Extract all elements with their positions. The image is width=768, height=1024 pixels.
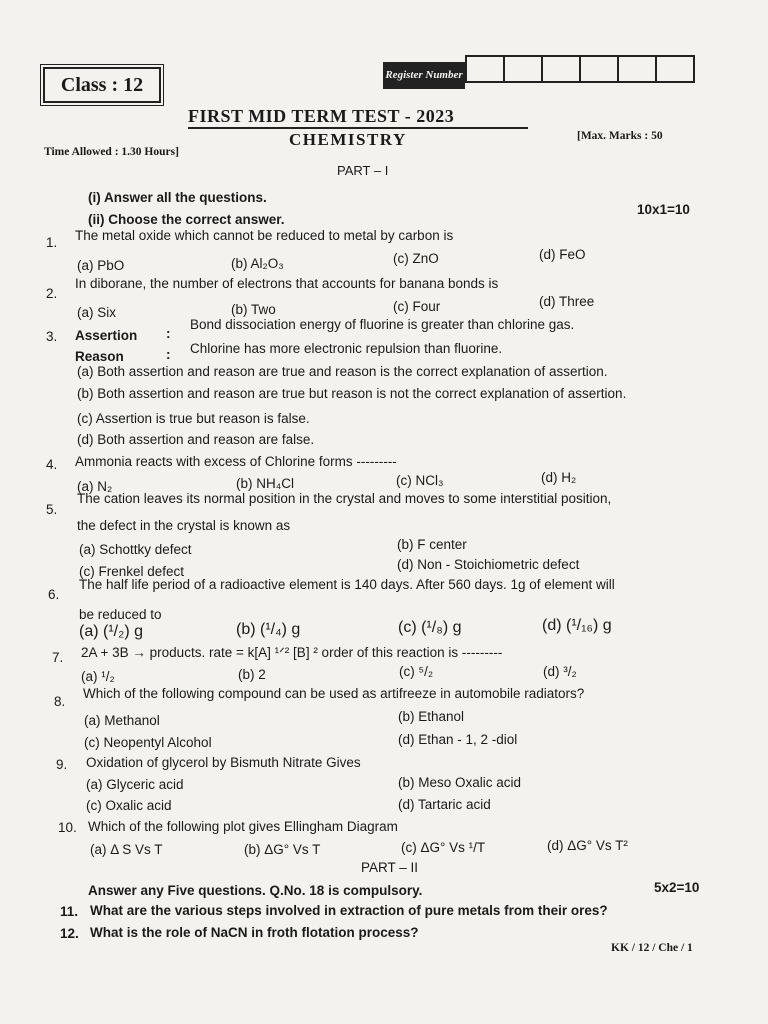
subject-title: CHEMISTRY <box>289 130 407 149</box>
option: (b) ΔG° Vs T <box>244 842 321 857</box>
option: (b) Meso Oxalic acid <box>398 775 522 790</box>
question-text: What is the role of NaCN in froth flotation process? <box>90 925 419 940</box>
option: (c) ⁵/₂ <box>399 664 434 679</box>
option: (c) Neopentyl Alcohol <box>84 735 212 750</box>
option: (b) Two <box>231 302 276 317</box>
option: (b) Both assertion and reason are true but reason is not the correct explanation of assertion. <box>77 386 627 401</box>
question-text: What are the various steps involved in extraction of pure metals from their ores? <box>90 903 608 918</box>
option: (d) Tartaric acid <box>398 797 491 812</box>
instruction-line: (i) Answer all the questions. <box>88 190 267 205</box>
exam-title: FIRST MID TERM TEST - 2023 <box>188 106 455 126</box>
question-text: The metal oxide which cannot be reduced to metal by carbon is <box>75 228 454 243</box>
option: (c) ZnO <box>393 251 439 266</box>
option: (a) N₂ <box>77 479 113 494</box>
question-text: the defect in the crystal is known as <box>77 518 291 533</box>
option: (a) ¹/₂ <box>81 669 115 684</box>
option: (d) ³/₂ <box>543 664 577 679</box>
option: (b) 2 <box>238 667 266 682</box>
option: (d) Ethan - 1, 2 -diol <box>398 732 518 747</box>
instruction-line: (ii) Choose the correct answer. <box>88 212 285 227</box>
footer-code: KK / 12 / Che / 1 <box>611 942 693 954</box>
register-number-label: Register Number <box>383 62 465 89</box>
max-marks: [Max. Marks : 50 <box>577 130 663 142</box>
option: (d) Three <box>539 294 595 309</box>
option: (d) H₂ <box>541 470 577 485</box>
question-number: 8. <box>54 694 66 709</box>
question-text: The half life period of a radioactive element is 140 days. After 560 days. 1g of element will <box>79 577 615 592</box>
option: (c) Four <box>393 299 441 314</box>
option: (c) Assertion is true but reason is false. <box>77 411 310 426</box>
option: (b) NH₄Cl <box>236 476 295 491</box>
register-number-boxes <box>465 55 695 83</box>
option: (b) Ethanol <box>398 709 465 724</box>
option: (a) Six <box>77 305 117 320</box>
option: (a) Both assertion and reason are true and reason is the correct explanation of assertion. <box>77 364 608 379</box>
option: (d) Both assertion and reason are false. <box>77 432 315 447</box>
title-underline <box>188 127 528 129</box>
option: (c) Frenkel defect <box>79 564 185 579</box>
reason-text: Chlorine has more electronic repulsion than fluorine. <box>190 341 503 356</box>
question-text: Ammonia reacts with excess of Chlorine forms --------- <box>75 454 397 469</box>
option: (a) Methanol <box>84 713 160 728</box>
option: (c) (¹/₈) g <box>398 619 462 636</box>
question-text: 2A + 3B → products. rate = k[A] ¹ᐟ² [B] ² order of this reaction is --------- <box>81 645 503 660</box>
question-number: 3. <box>46 329 58 344</box>
option: (d) (¹/₁₆) g <box>542 617 612 634</box>
question-text: Which of the following plot gives Ellingham Diagram <box>88 819 398 834</box>
option: (a) (¹/₂) g <box>79 623 143 640</box>
question-text: Which of the following compound can be used as artifreeze in automobile radiators? <box>83 686 585 701</box>
option: (c) Oxalic acid <box>86 798 172 813</box>
question-number: 10. <box>58 820 77 835</box>
option: (a) Δ S Vs T <box>90 842 163 857</box>
assertion-colon: : <box>166 326 171 341</box>
part1-marks: 10x1=10 <box>637 202 690 217</box>
register-digit-box <box>503 57 541 81</box>
option: (b) F center <box>397 537 467 552</box>
assertion-label: Assertion <box>75 328 138 343</box>
question-number: 1. <box>46 235 58 250</box>
part2-instruction: Answer any Five questions. Q.No. 18 is compulsory. <box>88 883 423 898</box>
question-number: 6. <box>48 587 60 602</box>
question-number: 12. <box>60 926 79 941</box>
register-digit-box <box>465 57 503 81</box>
option: (d) Non - Stoichiometric defect <box>397 557 580 572</box>
part1-heading: PART – I <box>337 163 389 178</box>
question-number: 2. <box>46 286 58 301</box>
question-number: 5. <box>46 502 58 517</box>
option: (d) ΔG° Vs T² <box>547 838 628 853</box>
option: (c) NCl₃ <box>396 473 444 488</box>
question-number: 9. <box>56 757 68 772</box>
question-text: The cation leaves its normal position in the crystal and moves to some interstitial position, <box>77 491 612 506</box>
option: (b) Al₂O₃ <box>231 256 284 271</box>
register-digit-box <box>655 57 693 81</box>
option: (d) FeO <box>539 247 586 262</box>
question-number: 11. <box>60 904 79 919</box>
option: (a) Schottky defect <box>79 542 192 557</box>
class-label: Class : 12 <box>43 67 161 103</box>
option: (a) Glyceric acid <box>86 777 184 792</box>
register-digit-box <box>617 57 655 81</box>
part2-marks: 5x2=10 <box>654 880 700 895</box>
option: (c) ΔG° Vs ¹/T <box>401 840 486 855</box>
question-number: 4. <box>46 457 58 472</box>
reason-label: Reason <box>75 349 124 364</box>
question-text: In diborane, the number of electrons that accounts for banana bonds is <box>75 276 499 291</box>
question-text: be reduced to <box>79 607 162 622</box>
option: (a) PbO <box>77 258 125 273</box>
assertion-text: Bond dissociation energy of fluorine is greater than chlorine gas. <box>190 317 575 332</box>
time-allowed: Time Allowed : 1.30 Hours] <box>44 146 179 158</box>
question-number: 7. <box>52 650 64 665</box>
part2-heading: PART – II <box>361 860 419 875</box>
question-text: Oxidation of glycerol by Bismuth Nitrate Gives <box>86 755 361 770</box>
option: (b) (¹/₄) g <box>236 621 301 638</box>
reason-colon: : <box>166 347 171 362</box>
register-digit-box <box>579 57 617 81</box>
register-digit-box <box>541 57 579 81</box>
